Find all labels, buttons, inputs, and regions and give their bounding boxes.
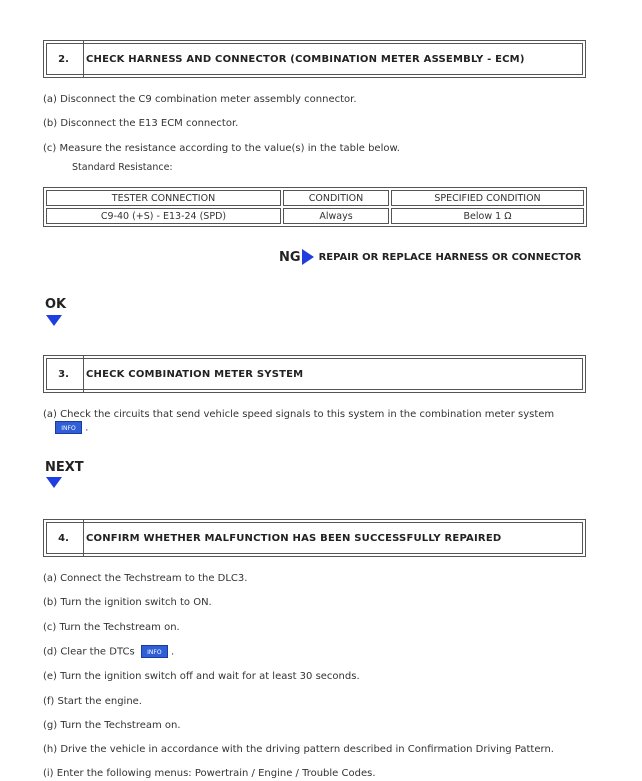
instruction-line: (c) Measure the resistance according to the value(s) in the table below. [43,143,400,154]
ng-label: NG [279,249,301,265]
table-header-cell: CONDITION [283,190,389,206]
instruction-line: (a) Connect the Techstream to the DLC3. [43,573,248,584]
ng-action-text: REPAIR OR REPLACE HARNESS OR CONNECTOR [318,251,582,263]
table-header-cell: SPECIFIED CONDITION [391,190,584,206]
table-header-row [46,190,584,206]
table-header-cell: TESTER CONNECTION [46,190,281,206]
step-title: CHECK COMBINATION METER SYSTEM [86,368,304,380]
step-title: CHECK HARNESS AND CONNECTOR (COMBINATION METER ASSEMBLY - ECM) [86,53,525,65]
instruction-line: (g) Turn the Techstream on. [43,720,181,731]
instruction-text: (d) Clear the DTCs [43,646,135,658]
instruction-line: (b) Turn the ignition switch to ON. [43,597,212,608]
instruction-line: (e) Turn the ignition switch off and wait for at least 30 seconds. [43,671,360,682]
standard-resistance-label: Standard Resistance: [72,162,173,173]
instruction-line: (h) Drive the vehicle in accordance with the driving pattern described in Confirmation Driving Pattern. [43,744,554,755]
right-arrow-icon [302,249,314,265]
info-line [55,421,88,434]
trailing-period: . [171,646,175,658]
next-label: NEXT [45,460,84,475]
step-number: 3. [44,356,84,392]
instruction-line: (b) Disconnect the E13 ECM connector. [43,118,239,129]
instruction-line: (f) Start the engine. [43,696,142,707]
down-arrow-icon[interactable] [46,477,62,488]
step-number: 2. [44,41,84,77]
info-button[interactable]: INFO [55,421,82,434]
ok-label: OK [45,297,67,312]
info-button[interactable]: INFO [141,645,168,658]
step-number: 4. [44,520,84,556]
step-2-header [43,40,586,78]
table-cell: C9-40 (+S) - E13-24 (SPD) [46,208,281,224]
trailing-period: . [85,422,89,434]
instruction-line: (a) Check the circuits that send vehicle speed signals to this system in the combination meter system [43,409,555,420]
step-4-header [43,519,586,557]
down-arrow-icon[interactable] [46,315,62,326]
step-title: CONFIRM WHETHER MALFUNCTION HAS BEEN SUCCESSFULLY REPAIRED [86,532,502,544]
table-row [46,208,584,224]
instruction-line [43,645,174,658]
instruction-line: (c) Turn the Techstream on. [43,622,180,633]
ng-result-link[interactable] [279,249,581,265]
table-cell: Below 1 Ω [391,208,584,224]
table-cell: Always [283,208,389,224]
resistance-table [43,187,587,227]
step-3-header [43,355,586,393]
instruction-line: (i) Enter the following menus: Powertrain / Engine / Trouble Codes. [43,768,376,779]
instruction-line: (a) Disconnect the C9 combination meter assembly connector. [43,94,357,105]
